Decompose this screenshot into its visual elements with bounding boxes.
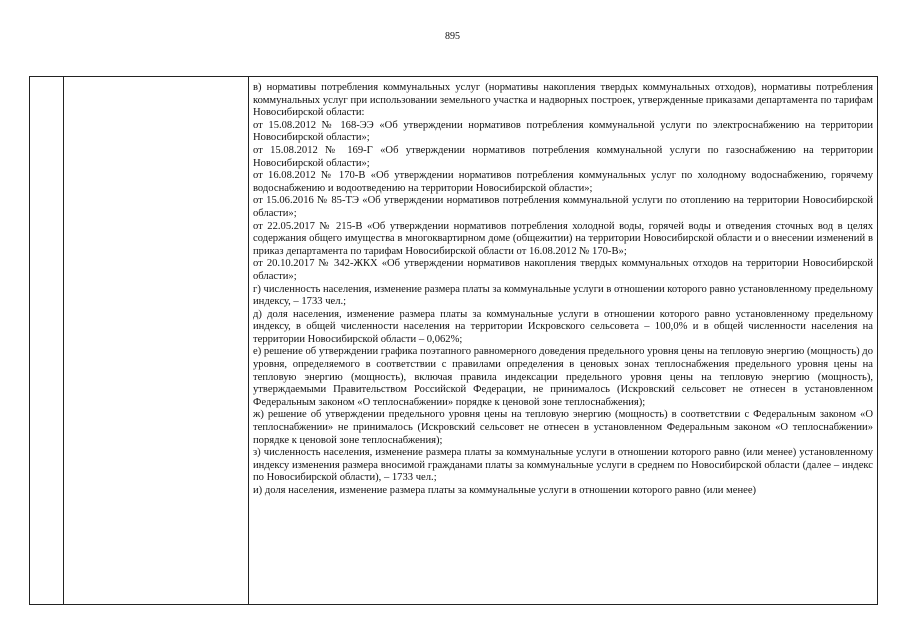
document-table <box>29 76 878 605</box>
paragraph-order-85-te: от 15.06.2016 № 85-ТЭ «Об утверждении нормативов потребления коммунальной услуги по отоплению на территории Новосибирской области»; <box>253 195 873 219</box>
paragraph-item-g: г) численность населения, изменение размера платы за коммунальные услуги в отношении которого равно установленному предельному индексу, – 1733 чел.; <box>253 283 873 308</box>
paragraph-item-e: е) решение об утверждении графика поэтапного равномерного доведения предельного уровня цены на тепловую энергию (мощность) до уровня, определяемого в соответствии с правилами определения в ценовых зонах теплоснабжения предельного уровня цены на тепловую энергию (мощность), включая правила индексации предельного уровня цены на тепловую энергию (мощность), утверждаемыми Правительством Российской Федерации, не принималось (Искровский сельсовет не отнесен в установленном Федеральным законом «О теплоснабжении» порядке к ценовой зоне теплоснабжения); <box>253 346 873 408</box>
paragraph-item-i: и) доля населения, изменение размера платы за коммунальные услуги в отношении которого равно (или менее) <box>253 485 757 496</box>
paragraph-item-z: з) численность населения, изменение размера платы за коммунальные услуги в отношении которого равно (или менее) установленному индексу изменения размера вносимой гражданами платы за коммунальные услуги в среднем по Новосибирской области (далее – индекс по Новосибирской области), – 1733 чел.; <box>253 447 873 484</box>
paragraph-order-215-v: от 22.05.2017 № 215-В «Об утверждении нормативов потребления холодной воды, горячей воды и отведения сточных вод в целях содержания общего имущества в многоквартирном доме (общежитии) на территории Новосибирской области и о внесении изменений в приказ департамента по тарифам Новосибирской области от 16.08.2012 № 170-В»; <box>253 220 873 257</box>
paragraph-order-170-v: от 16.08.2012 № 170-В «Об утверждении нормативов потребления коммунальных услуг по холодному водоснабжению, горячему водоснабжению и водоотведению на территории Новосибирской области»; <box>253 170 873 194</box>
table-column-content <box>249 77 877 604</box>
paragraph-order-169-g: от 15.08.2012 № 169-Г «Об утверждении нормативов потребления коммунальной услуги по газоснабжению на территории Новосибирской области»; <box>253 144 873 169</box>
paragraph-item-v: в) нормативы потребления коммунальных услуг (нормативы накопления твердых коммунальных отходов), нормативы потребления коммунальных услуг при использовании земельного участка и надворных построек, утвержденные приказами департамента по тарифам Новосибирской области: <box>253 82 873 119</box>
paragraph-item-zh: ж) решение об утверждении предельного уровня цены на тепловую энергию (мощность) в соответствии с Федеральным законом «О теплоснабжении» не принималось (Искровский сельсовет не отнесен в установленном Федеральным законом «О теплоснабжении» порядке к ценовой зоне теплоснабжения); <box>253 409 873 446</box>
table-column-number <box>30 77 64 604</box>
paragraph-order-168-ee: от 15.08.2012 № 168-ЭЭ «Об утверждении нормативов потребления коммунальной услуги по электроснабжению на территории Новосибирской области»; <box>253 119 873 144</box>
paragraph-order-342-zhkh: от 20.10.2017 № 342-ЖКХ «Об утверждении нормативов накопления твердых коммунальных отходов на территории Новосибирской области»; <box>253 258 873 282</box>
page-number: 895 <box>445 31 460 42</box>
table-column-name <box>64 77 249 604</box>
paragraph-item-d: д) доля населения, изменение размера платы за коммунальные услуги в отношении которого равно установленному предельному индексу, в общей численности населения на территории Искровского сельсовета – 100,0% и в общей численности населения на территории Новосибирской области – 0,062%; <box>253 308 873 345</box>
